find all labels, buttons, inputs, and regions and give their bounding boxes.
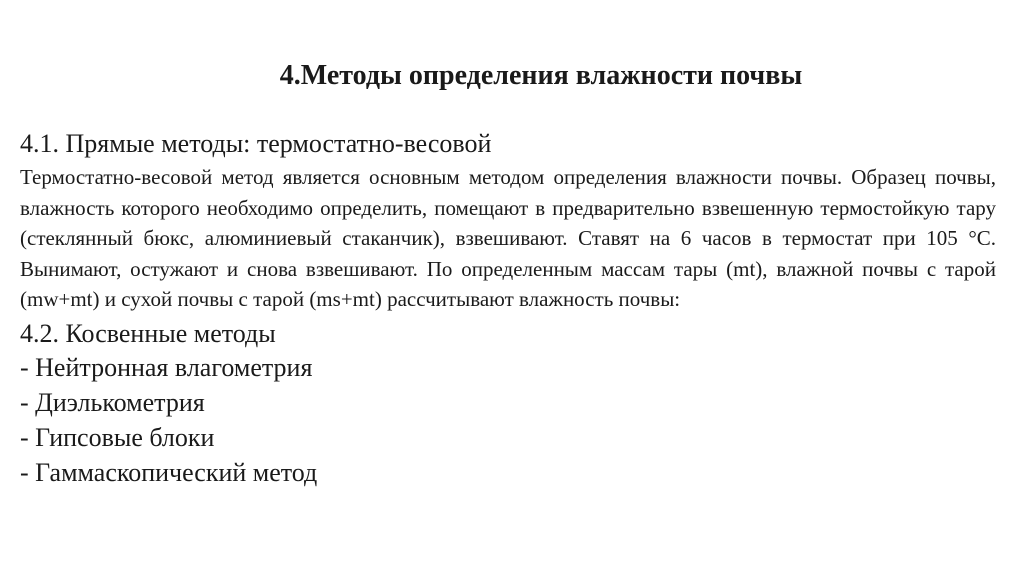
list-item-gypsum-blocks: - Гипсовые блоки [20,422,215,452]
section-paragraph-thermostat-weight: Термостатно-весовой метод является основным методом определения влажности почвы. Образец почвы, влажность которого необходимо определить, помещают в предварительно взвешенную термостойкую тару (стеклянный бюкс, алюминиевый стаканчик), взвешивают. Ставят на 6 часов в термостат при 105 °С. Вынимают, остужают и снова взвешивают. По определенным массам тары (mt), влажной почвы с тарой (mw+mt) и сухой почвы с тарой (ms+mt) рассчитывают влажность почвы: [20,165,996,311]
section-heading-direct-methods: 4.1. Прямые методы: термостатно-весовой [20,129,492,158]
list-item-gamma: - Гаммаскопический метод [20,457,318,487]
section-heading-indirect-methods: 4.2. Косвенные методы [20,318,276,348]
list-item-neutron: - Нейтронная влагометрия [20,352,313,382]
indirect-methods-list [20,350,996,490]
slide-content [20,128,996,490]
slide-title: 4.Методы определения влажности почвы [279,60,803,91]
list-item-dielcometry: - Диэлькометрия [20,387,205,417]
